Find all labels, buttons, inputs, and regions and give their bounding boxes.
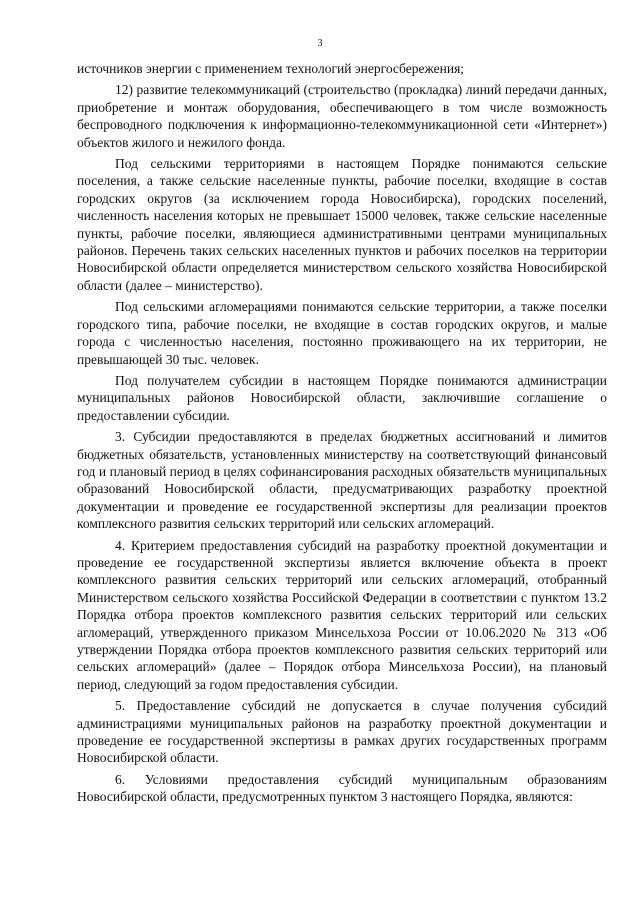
paragraph-continuation: источников энергии с применением технологий энергосбережения;	[77, 61, 465, 76]
paragraph-clause-4: 4. Критерием предоставления субсидий на разработку проектной документации и проведение ее государственной экспертизы является включение объекта в проект комплексного развития сельских территорий или сельских агломераций, отобранный Министерством сельского хозяйства Российской Федерации в соответствии с пунктом 13.2 Порядка отбора проектов комплексного развития сельских территорий или сельских агломераций, утвержденного приказом Минсельхоза России от 10.06.2020 № 313 «Об утверждении Порядка отбора проектов комплексного развития сельских территорий или сельских агломераций» (далее – Порядок отбора Минсельхоза России), на плановый период, следующий за годом предоставления субсидии.	[77, 537, 607, 692]
paragraph-subsidy-recipient: Под получателем субсидии в настоящем Порядке понимаются администрации муниципальных районов Новосибирской области, заключившие соглашение о предоставлении субсидии.	[77, 372, 607, 423]
paragraph-clause-6: 6. Условиями предоставления субсидий муниципальным образованиям Новосибирской области, предусмотренных пунктом 3 настоящего Порядка, являются:	[77, 771, 607, 805]
paragraph-rural-agglomerations: Под сельскими агломерациями понимаются сельские территории, а также поселки городского типа, рабочие поселки, не входящие в состав городских округов, и малые города с численностью населения, постоянно проживающего на их территории, не превышающей 30 тыс. человек.	[77, 299, 607, 367]
paragraph-rural-territories: Под сельскими территориями в настоящем Порядке понимаются сельские поселения, а также сельские населенные пункты, рабочие поселки, входящие в состав городских округов (за исключением города Новосибирска), городских поселений, численность населения которых не превышает 15000 человек, также сельские населенные пункты, рабочие поселки, являющиеся административными центрами муниципальных районов. Перечень таких сельских населенных пунктов и рабочих поселков на территории Новосибирской области определяется министерством сельского хозяйства Новосибирской области (далее – министерство).	[77, 156, 607, 293]
page-number: 3	[317, 38, 323, 49]
paragraph-clause-5: 5. Предоставление субсидий не допускается в случае получения субсидий администрациями муниципальных районов на разработку проектной документации и проведение ее государственной экспертизы в рамках других государственных программ Новосибирской области.	[77, 698, 607, 766]
document-body	[77, 60, 607, 810]
paragraph-clause-3: 3. Субсидии предоставляются в пределах бюджетных ассигнований и лимитов бюджетных обязательств, установленных министерству на соответствующий финансовый год и плановый период в целях софинансирования расходных обязательств муниципальных образований Новосибирской области, предусматривающих разработку проектной документации и проведение ее государственной экспертизы для реализации проектов комплексного развития сельских территорий или сельских агломераций.	[77, 429, 607, 532]
paragraph-item-12: 12) развитие телекоммуникаций (строительство (прокладка) линий передачи данных, приобретение и монтаж оборудования, обеспечивающего в том числе возможность беспроводного подключения к информационно-телекоммуникационной сети «Интернет») объектов жилого и нежилого фонда.	[77, 82, 607, 150]
